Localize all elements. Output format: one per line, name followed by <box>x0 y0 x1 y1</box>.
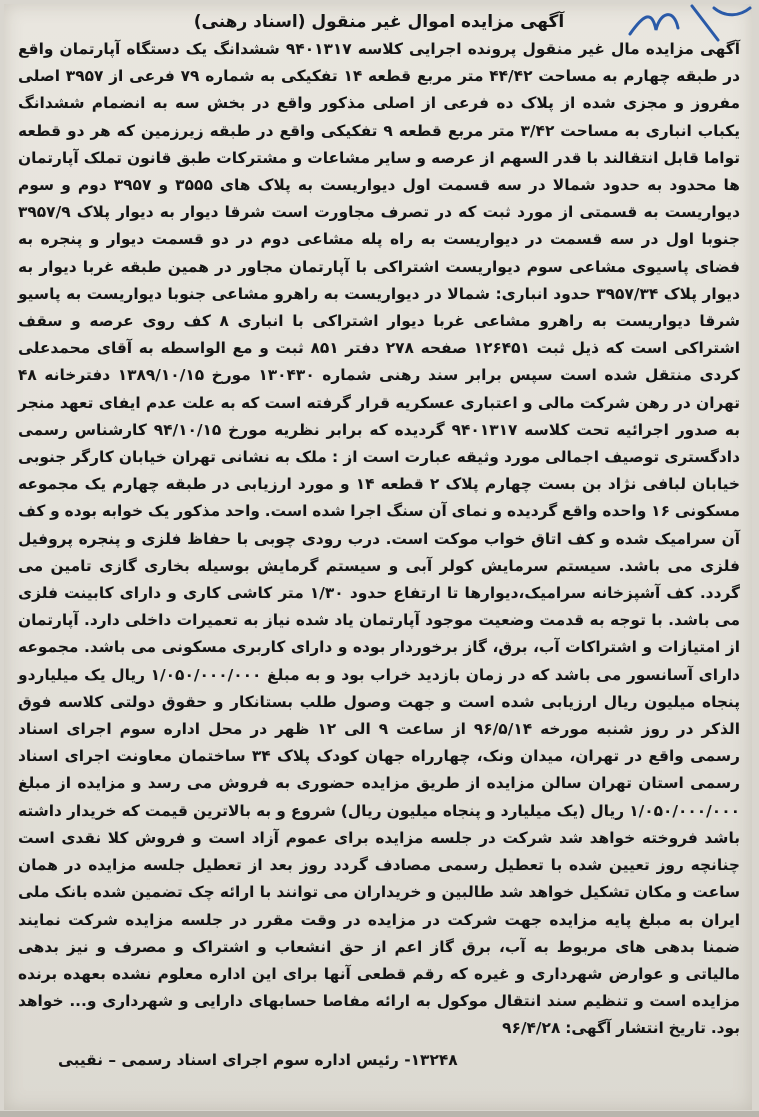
notice-title: آگهی مزایده اموال غیر منقول (اسناد رهنی) <box>193 12 565 32</box>
notice-signature: ۱۳۲۴۸- رئیس اداره سوم اجرای اسناد رسمی – نقیبی <box>58 1050 458 1069</box>
auction-notice <box>18 10 740 1074</box>
notice-body: آگهی مزایده مال غیر منقول پرونده اجرایی کلاسه ۹۴۰۱۳۱۷ ششدانگ یک دستگاه آپارتمان واقع در طبقه چهارم به مساحت ۴۴/۴۲ متر مربع قطعه ۱۴ تفکیکی به شماره ۷۹ فرعی از ۳۹۵۷ اصلی مفروز و مجزی شده از پلاک ده فرعی از اصلی مذکور واقع در بخش سه به انضمام ششدانگ یکباب انباری به مساحت ۳/۴۲ متر مربع قطعه ۹ تفکیکی واقع در طبقه زیرزمین که هر دو قطعه تواما قابل انتقالند با قدر السهم از عرصه و سایر مشاعات و مشترکات طبق قانون تملک آپارتمان ها محدود به حدود شمالا در سه قسمت اول دیواریست به پلاک های ۳۵۵۵ و ۳۹۵۷ دوم و سوم دیواریست به قسمتی از مورد ثبت که در تصرف مجاورت است شرقا دیوار به دیوار پلاک ۳۹۵۷/۹ جنوبا اول در سه قسمت در دیواریست به راه پله مشاعی دوم در دو قسمت دیوار و پنجره به فضای پاسیوی مشاعی سوم دیواریست اشتراکی با آپارتمان مجاور در همین طبقه غربا دیوار به دیوار پلاک ۳۹۵۷/۳۴ حدود انباری: شمالا در دیواریست به راهرو مشاعی جنوبا دیواریست به پاسیو شرقا دیواریست به راهرو مشاعی غربا دیوار اشتراکی با انباری ۸ کف روی عرصه و سقف اشتراکی است که ذیل ثبت ۱۲۶۴۵۱ صفحه ۲۷۸ دفتر ۸۵۱ ثبت و مع الواسطه به آقای محمدعلی کردی منتقل شده است سپس برابر سند رهنی شماره ۱۳۰۴۳۰ مورخ ۱۳۸۹/۱۰/۱۵ دفترخانه ۴۸ تهران در رهن شرکت مالی و اعتباری عسکریه قرار گرفته است که به علت عدم ایفای تعهد منجر به صدور اجرائیه تحت کلاسه ۹۴۰۱۳۱۷ گردیده که برابر نظریه مورخ ۹۴/۱۰/۱۵ کارشناس رسمی دادگستری توصیف اجمالی مورد وثیقه عبارت است از : ملک به نشانی تهران خیابان کارگر جنوبی خیابان لبافی نژاد بن بست چهارم پلاک ۲ قطعه ۱۴ و مورد ارزیابی در طبقه چهارم یک مجموعه مسکونی ۱۶ واحده واقع گردیده و نمای آن سنگ اجرا شده است. واحد مذکور یک خوابه بوده و کف آن سرامیک شده و کف اتاق خواب موکت است. درب رودی چوبی با حفاظ فلزی و پنجره پروفیل فلزی می باشد. سیستم سرمایش کولر آبی و سیستم گرمایش بوسیله بخاری گازی تامین می گردد. کف آشپزخانه سرامیک،دیوارها تا ارتفاع حدود ۱/۳۰ متر کاشی کاری و دارای کابینت فلزی می باشد. با توجه به قدمت وضعیت موجود آپارتمان یاد شده نیاز به تعمیرات داخلی دارد. آپارتمان از امتیازات و اشتراکات آب، برق، گاز برخوردار بوده و دارای کاربری مسکونی می باشد. مجموعه دارای آسانسور می باشد که در زمان بازدید خراب بود و به مبلغ ۱/۰۵۰/۰۰۰/۰۰۰ ریال یک میلیاردو پنجاه میلیون ریال ارزیابی شده است و جهت وصول طلب بستانکار و حقوق دولتی کلاسه فوق الذکر در روز شنبه مورخه ۹۶/۵/۱۴ از ساعت ۹ الی ۱۲ ظهر در محل اداره سوم اجرای اسناد رسمی واقع در تهران، میدان ونک، چهارراه جهان کودک پلاک ۳۴ ساختمان معاونت اجرای اسناد رسمی استان تهران سالن مزایده از طریق مزایده حضوری به فروش می رسد و مزایده از مبلغ ۱/۰۵۰/۰۰۰/۰۰۰ ریال (یک میلیارد و پنجاه میلیون ریال) شروع و به بالاترین قیمت که خریدار داشته باشد فروخته خواهد شد شرکت در جلسه مزایده برای عموم آزاد است و فروش کلا نقدی است چنانچه روز تعیین شده با تعطیل رسمی مصادف گردد روز بعد از تعطیل جلسه مزایده در همان ساعت و مکان تشکیل خواهد شد طالبین و خریداران می توانند با ارائه چک تضمین شده بانک ملی ایران به مبلغ پایه مزایده جهت شرکت در مزایده در وقت مقرر در جلسه مزایده شرکت نمایند ضمنا بدهی های مربوط به آب، برق گاز اعم از حق انشعاب و اشتراک و مصرف و نیز بدهی مالیاتی و عوارض شهرداری و غیره که رقم قطعی آنها برای این اداره معلوم نشده بعهده برنده مزایده است و تنظیم سند انتقال موکول به ارائه مفاصا حسابهای دارایی و شهرداری و... خواهد بود. تاریخ انتشار آگهی: ۹۶/۴/۲۸ <box>18 40 741 1038</box>
page-bottom-edge <box>0 1111 759 1117</box>
